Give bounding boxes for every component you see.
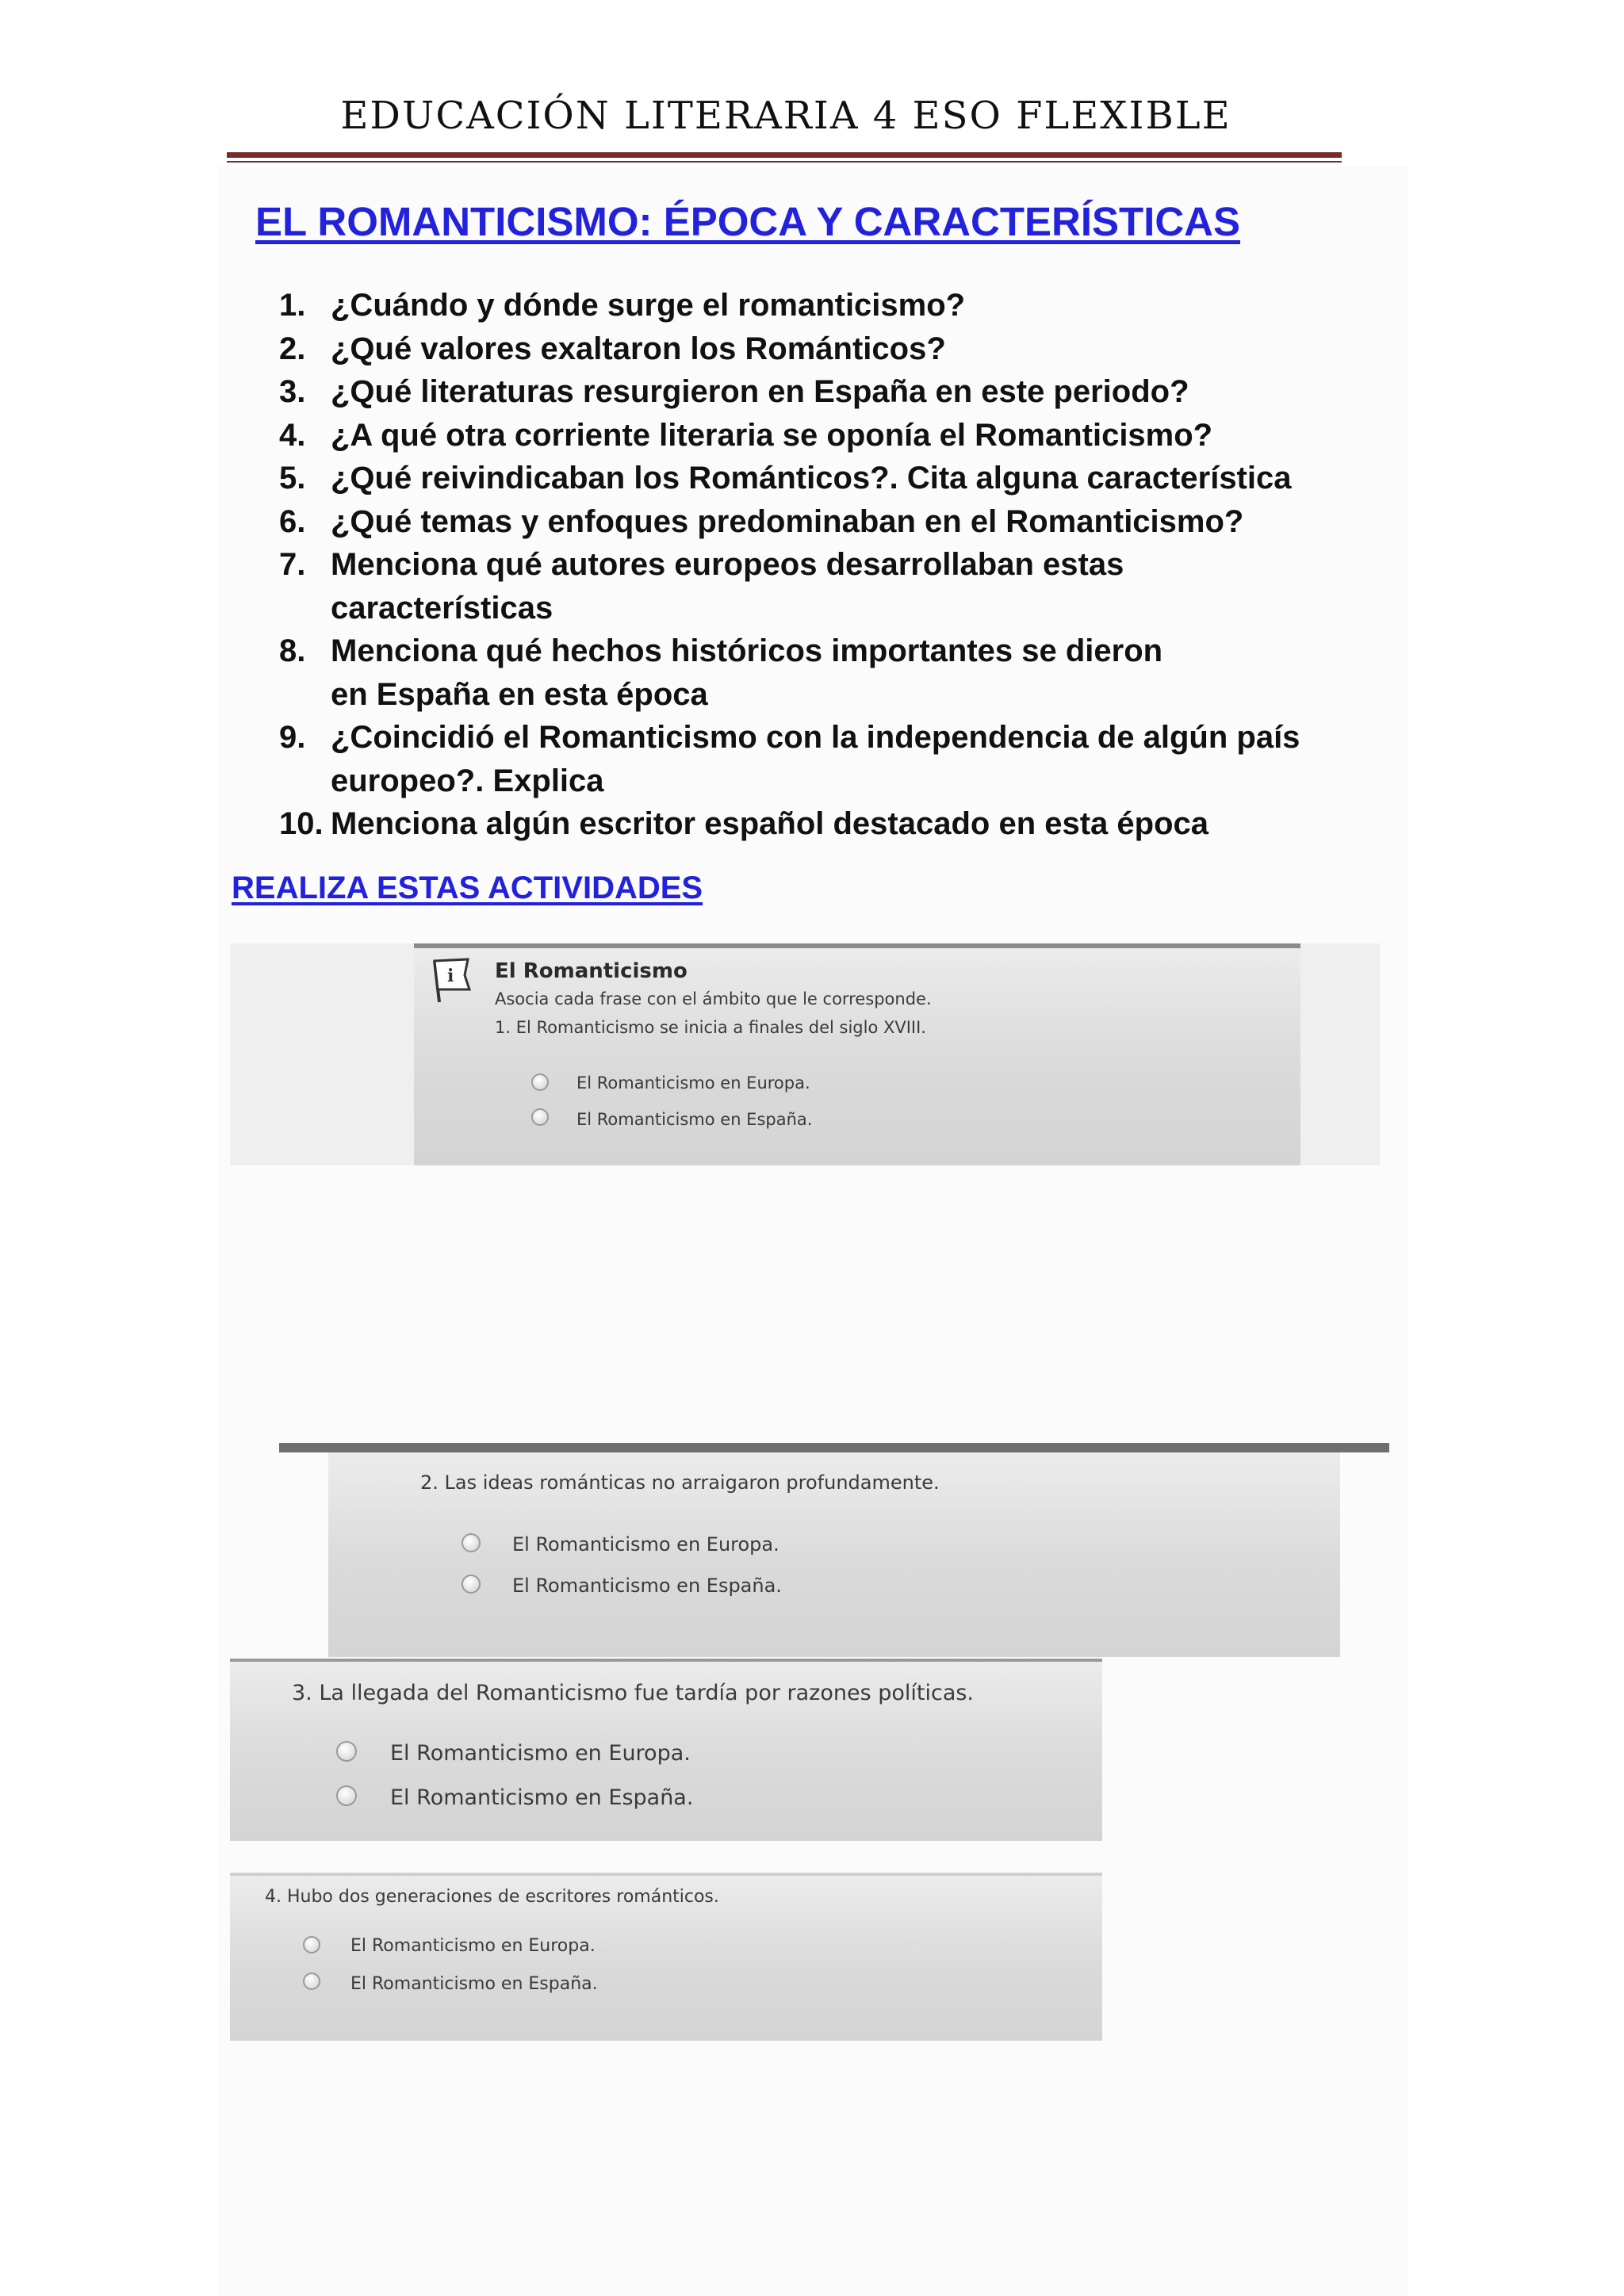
option-label: El Romanticismo en Europa. (576, 1073, 810, 1093)
info-flag-icon (428, 955, 474, 1004)
option-label: El Romanticismo en España. (350, 1974, 598, 1994)
radio-button-icon[interactable] (303, 1936, 320, 1954)
list-item: 6. ¿Qué temas y enfoques predominaban en el Romanticismo? (279, 503, 1244, 539)
svg-text:i: i (447, 966, 454, 986)
activity-instruction: Asocia cada frase con el ámbito que le corresponde. (495, 989, 932, 1008)
option-label: El Romanticismo en Europa. (350, 1936, 596, 1956)
option-label: El Romanticismo en Europa. (512, 1533, 779, 1556)
list-item: 8. Menciona qué hechos históricos importantes se dieron en España en esta época (279, 633, 1163, 712)
activity-question: 2. Las ideas románticas no arraigaron profundamente. (420, 1471, 940, 1494)
list-item: 9. ¿Coincidió el Romanticismo con la independencia de algún país europeo?. Explica (279, 720, 1300, 798)
panel-top-border (414, 943, 1300, 948)
option-label: El Romanticismo en España. (576, 1110, 813, 1129)
list-item: 7. Menciona qué autores europeos desarrollaban estas características (279, 547, 1124, 626)
list-item: 10. Menciona algún escritor español destacado en esta época (279, 806, 1209, 841)
activity-question: 3. La llegada del Romanticismo fue tardía por razones políticas. (292, 1681, 975, 1705)
activity-3-panel (230, 1659, 1102, 1841)
radio-button-icon[interactable] (303, 1973, 320, 1990)
radio-button-icon[interactable] (531, 1108, 549, 1126)
question-list (279, 284, 1342, 846)
activity-question: 1. El Romanticismo se inicia a finales del siglo XVIII. (495, 1018, 926, 1037)
activity-2-toolbar-strip (279, 1443, 1389, 1452)
radio-button-icon[interactable] (462, 1533, 481, 1552)
option-label: El Romanticismo en España. (512, 1575, 782, 1597)
activity-1-panel (414, 943, 1300, 1165)
option-label: El Romanticismo en España. (390, 1785, 694, 1810)
radio-button-icon[interactable] (336, 1741, 357, 1762)
header-rule (227, 152, 1342, 158)
list-item: 4. ¿A qué otra corriente literaria se oponía el Romanticismo? (279, 417, 1213, 453)
list-item: 2. ¿Qué valores exaltaron los Románticos? (279, 331, 946, 366)
panel-top-border (230, 1659, 1102, 1662)
activity-4-panel (230, 1873, 1102, 2041)
header-rule-thin (227, 161, 1342, 163)
activity-question: 4. Hubo dos generaciones de escritores románticos. (265, 1887, 719, 1907)
page-title: EL ROMANTICISMO: ÉPOCA Y CARACTERÍSTICAS (255, 199, 1241, 244)
document-header-title: EDUCACIÓN LITERARIA 4 ESO FLEXIBLE (340, 94, 1231, 138)
radio-button-icon[interactable] (462, 1575, 481, 1594)
activity-heading: El Romanticismo (495, 959, 688, 983)
activity-2-panel (328, 1452, 1340, 1657)
activities-title: REALIZA ESTAS ACTIVIDADES (232, 871, 703, 905)
list-item: 5. ¿Qué reivindicaban los Románticos?. Cita alguna característica (279, 461, 1292, 496)
list-item: 1. ¿Cuándo y dónde surge el romanticismo? (279, 288, 966, 323)
radio-button-icon[interactable] (336, 1785, 357, 1806)
list-item: 3. ¿Qué literaturas resurgieron en España en este periodo? (279, 374, 1189, 409)
option-label: El Romanticismo en Europa. (390, 1741, 691, 1766)
radio-button-icon[interactable] (531, 1073, 549, 1091)
panel-top-border (230, 1873, 1102, 1876)
